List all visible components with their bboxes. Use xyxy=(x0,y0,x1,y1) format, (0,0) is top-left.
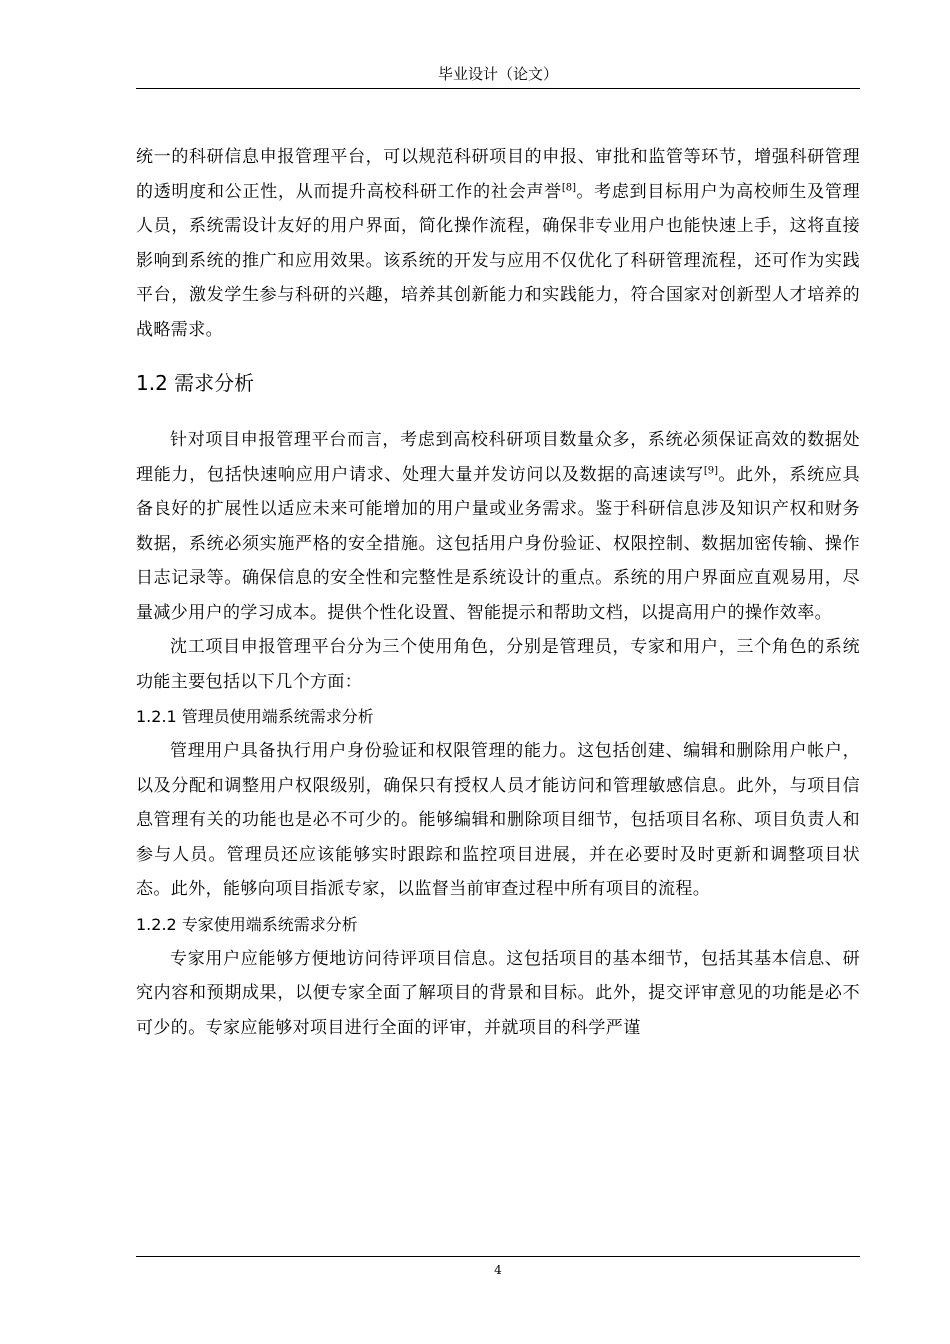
running-header: 毕业设计（论文） xyxy=(437,65,558,83)
paragraph-text: 。此外，系统应具备良好的扩展性以适应未来可能增加的用户量或业务需求。鉴于科研信息涉及知识产权和财务数据，系统必须实施严格的安全措施。这包括用户身份验证、权限控制、数据加密传输、操作日志记录等。确保信息的安全性和完整性是系统设计的重点。系统的用户界面应直观易用，尽量减少用户的学习成本。提供个性化设置、智能提示和帮助文档，以提高用户的操作效率。 xyxy=(136,464,860,623)
citation: [9] xyxy=(703,464,719,476)
paragraph: 管理用户具备执行用户身份验证和权限管理的能力。这包括创建、编辑和删除用户帐户，以及分配和调整用户权限级别，确保只有授权人员才能访问和管理敏感信息。此外，与项目信息管理有关的功能也是必不可少的。能够编辑和删除项目细节，包括项目名称、项目负责人和参与人员。管理员还应该能够实时跟踪和监控项目进展，并在必要时及时更新和调整项目状态。此外，能够向项目指派专家，以监督当前审查过程中所有项目的流程。 xyxy=(136,741,860,899)
paragraph xyxy=(136,140,860,347)
subsection-heading: 1.2.2 专家使用端系统需求分析 xyxy=(136,914,358,934)
page-body xyxy=(136,140,860,1045)
paragraph: 专家用户应能够方便地访问待评项目信息。这包括项目的基本细节，包括其基本信息、研究内容和预期成果，以便专家全面了解项目的背景和目标。此外，提交评审意见的功能是必不可少的。专家应能够对项目进行全面的评审，并就项目的科学严谨 xyxy=(136,948,860,1038)
page-number: 4 xyxy=(494,1263,502,1277)
paragraph-text: 针对项目申报管理平台而言，考虑到高校科研项目数量众多，系统必须保证高效的数据处理能力，包括快速响应用户请求、处理大量并发访问以及数据的高速读写 xyxy=(136,430,860,485)
paragraph: 沈工项目申报管理平台分为三个使用角色，分别是管理员，专家和用户，三个角色的系统功能主要包括以下几个方面： xyxy=(136,637,860,692)
footer-divider xyxy=(136,1256,860,1257)
paragraph-text: 。考虑到目标用户为高校师生及管理人员，系统需设计友好的用户界面，简化操作流程，确保非专业用户也能快速上手，这将直接影响到系统的推广和应用效果。该系统的开发与应用不仅优化了科研管理流程，还可作为实践平台，激发学生参与科研的兴趣，培养其创新能力和实践能力，符合国家对创新型人才培养的战略需求。 xyxy=(136,181,860,340)
citation: [8] xyxy=(561,181,577,193)
section-heading: 1.2 需求分析 xyxy=(136,371,255,395)
subsection-heading: 1.2.1 管理员使用端系统需求分析 xyxy=(136,707,374,726)
paragraph-text: 统一的科研信息申报管理平台，可以规范科研项目的申报、审批和监管等环节，增强科研管理的透明度和公正性，从而提升高校科研工作的社会声誉 xyxy=(136,147,860,202)
header-divider xyxy=(136,88,860,89)
paragraph xyxy=(136,423,860,630)
